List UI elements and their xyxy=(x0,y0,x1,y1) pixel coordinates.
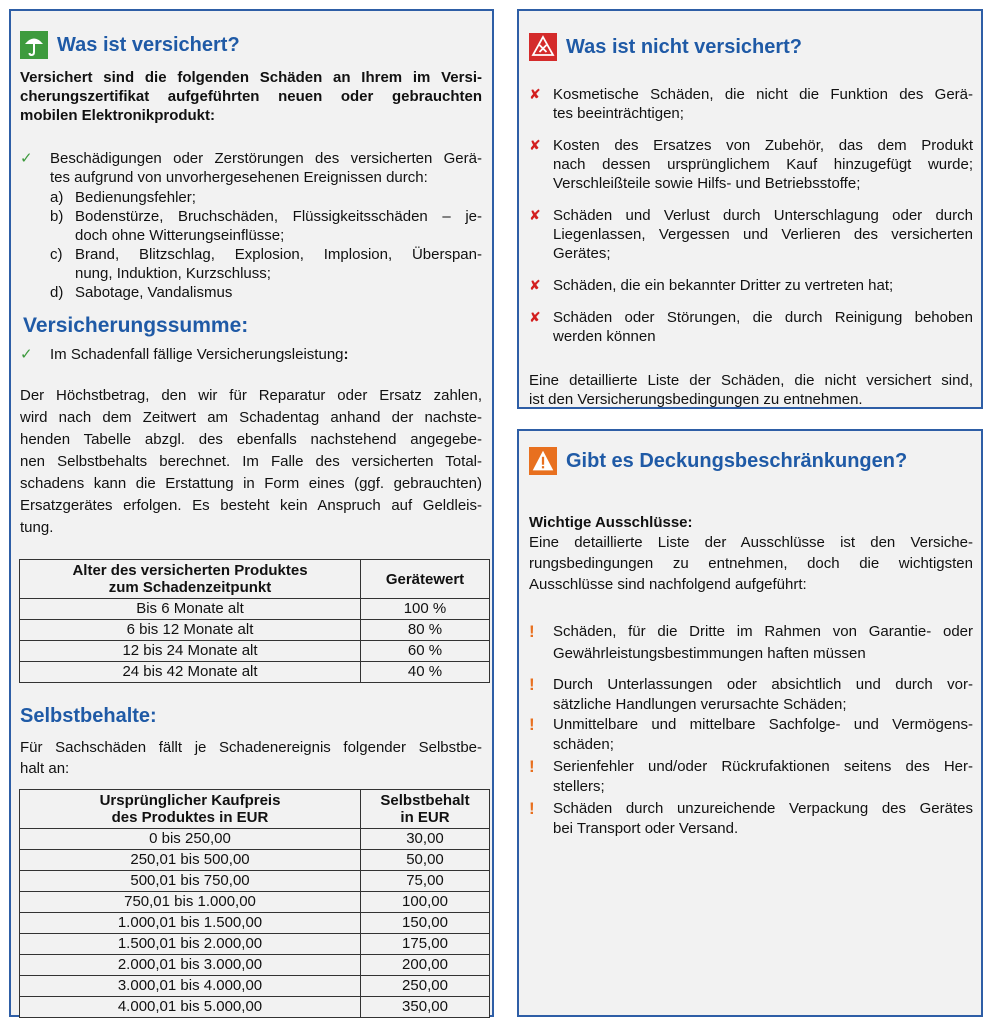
table-row xyxy=(20,934,490,955)
list-item xyxy=(529,675,973,715)
limits-panel xyxy=(517,429,983,1017)
header-line: in EUR xyxy=(400,809,450,826)
limits-subtitle: Wichtige Ausschlüsse: xyxy=(529,514,693,531)
deductible-cell: 250,00 xyxy=(361,976,490,997)
sub-line: Bodenstürze, Bruchschäden, Flüssigkeitsschäden – je- xyxy=(75,208,482,225)
list-item xyxy=(529,276,973,295)
item-line: bei Transport oder Versand. xyxy=(553,820,739,837)
item-line: Kosmetische Schäden, die nicht die Funktion des Gerä- xyxy=(553,86,973,103)
text-line: Für Sachschäden fällt je Schadenereignis folgender Selbstbe- xyxy=(20,739,482,756)
para-line: Der Höchstbetrag, den wir für Reparatur oder Ersatz zahlen, xyxy=(20,387,482,404)
list-item xyxy=(529,757,973,797)
age-header xyxy=(20,560,361,599)
not-insured-panel xyxy=(517,9,983,409)
sum-list xyxy=(20,345,482,364)
list-item xyxy=(529,715,973,755)
item-line: Schäden und Verlust durch Unterschlagung oder durch xyxy=(553,207,973,224)
table-row xyxy=(20,620,490,641)
insured-sublist xyxy=(50,188,482,302)
item-line: Gewährleistungsbestimmungen haften müssen xyxy=(553,645,866,662)
para-line: nen Selbstbehalts berechnet. Im Falle des versicherten Total- xyxy=(20,453,482,470)
footer-line: ist den Versicherungsbedingungen zu entnehmen. xyxy=(529,391,863,408)
deductible-text xyxy=(20,737,482,779)
table-row xyxy=(20,829,490,850)
item-line: Liegenlassen, Vergessen und Verlieren des versicherten xyxy=(553,226,973,243)
cross-icon: ✘ xyxy=(529,137,541,153)
sub-text: Sabotage, Vandalismus xyxy=(75,284,233,301)
item-line: werden können xyxy=(553,328,656,345)
price-cell: 1.500,01 bis 2.000,00 xyxy=(20,934,361,955)
sum-title: Versicherungssumme: xyxy=(23,314,249,337)
deductible-title: Selbstbehalte: xyxy=(20,705,157,727)
value-header: Gerätewert xyxy=(361,560,490,599)
intro-line: cherungszertifikat aufgeführten neuen oder gebrauchten xyxy=(20,88,482,105)
value-cell: 60 % xyxy=(361,641,490,662)
table-row xyxy=(20,976,490,997)
exclamation-icon: ! xyxy=(529,622,535,641)
sub-line: nung, Induktion, Kurzschluss; xyxy=(75,265,271,282)
header-line: Alter des versicherten Produktes xyxy=(72,562,308,579)
age-value-table xyxy=(19,559,490,683)
sum-item-text: Im Schadenfall fällige Versicherungsleistung xyxy=(50,346,344,363)
table-header-row xyxy=(20,790,490,829)
deductible-header xyxy=(20,705,157,728)
insured-intro xyxy=(20,68,482,125)
not-covered-icon xyxy=(529,33,557,61)
age-cell: 6 bis 12 Monate alt xyxy=(20,620,361,641)
not-insured-footer xyxy=(529,371,973,409)
price-cell: 500,01 bis 750,00 xyxy=(20,871,361,892)
para-line: henden Tabelle abzgl. des ebenfalls nachstehend angegebe- xyxy=(20,431,482,448)
limits-title: Gibt es Deckungsbeschränkungen? xyxy=(566,449,908,472)
intro-line: mobilen Elektronikprodukt: xyxy=(20,107,216,124)
value-cell: 40 % xyxy=(361,662,490,683)
check-icon: ✓ xyxy=(20,150,33,167)
item-line: Serienfehler und/oder Rückrufaktionen seitens des Her- xyxy=(553,758,973,775)
list-item xyxy=(529,308,973,346)
item-line: Schäden durch unzureichende Verpackung des Gerätes xyxy=(553,800,973,817)
limits-header xyxy=(529,447,907,475)
table-row xyxy=(20,662,490,683)
table-row xyxy=(20,641,490,662)
intro-line: rungsbedingungen zu entnehmen, doch die wichtigsten xyxy=(529,555,973,572)
table-row xyxy=(20,913,490,934)
item-line: tes beeinträchtigen; xyxy=(553,105,684,122)
item-line: Kosten des Ersatzes von Zubehör, das dem Produkt xyxy=(553,137,973,154)
para-line: schadens kann die Erstattung in Form eines (ggf. gebrauchten) xyxy=(20,475,482,492)
limits-list xyxy=(529,621,973,839)
sub-item xyxy=(50,188,482,207)
table-row xyxy=(20,997,490,1018)
item-line: schäden; xyxy=(553,736,614,753)
sub-text xyxy=(75,245,482,283)
deductible-cell: 150,00 xyxy=(361,913,490,934)
footer-line: Eine detaillierte Liste der Schäden, die nicht versichert sind, xyxy=(529,372,973,389)
cross-icon: ✘ xyxy=(529,309,541,325)
sub-line: Brand, Blitzschlag, Explosion, Implosion, Überspan- xyxy=(75,246,482,263)
item-line: nach dessen ursprünglichem Kauf hinzugefügt wurde; xyxy=(553,156,973,173)
insured-panel xyxy=(9,9,494,1017)
deductible-cell: 75,00 xyxy=(361,871,490,892)
sub-label: a) xyxy=(50,189,64,206)
list-item xyxy=(529,136,973,193)
list-item xyxy=(20,149,482,187)
sum-header xyxy=(23,314,248,338)
sub-line: doch ohne Witterungseinflüsse; xyxy=(75,227,285,244)
list-item xyxy=(529,621,973,665)
para-line: wird nach dem Zeitwert am Schadentag anhand der nachste- xyxy=(20,409,482,426)
table-row xyxy=(20,955,490,976)
umbrella-icon xyxy=(20,31,48,59)
list-item xyxy=(20,345,482,364)
price-cell: 2.000,01 bis 3.000,00 xyxy=(20,955,361,976)
sub-item xyxy=(50,283,482,302)
not-insured-header xyxy=(529,33,802,61)
exclamation-icon: ! xyxy=(529,675,535,694)
sum-paragraph xyxy=(20,385,482,539)
deductible-cell: 100,00 xyxy=(361,892,490,913)
table-row xyxy=(20,599,490,620)
table-row xyxy=(20,892,490,913)
age-cell: 12 bis 24 Monate alt xyxy=(20,641,361,662)
age-cell: 24 bis 42 Monate alt xyxy=(20,662,361,683)
intro-line: Eine detaillierte Liste der Ausschlüsse ist den Versiche- xyxy=(529,534,973,551)
not-insured-title: Was ist nicht versichert? xyxy=(566,35,802,58)
insured-header xyxy=(20,31,240,59)
value-cell: 80 % xyxy=(361,620,490,641)
item-line: Verschleißteile sowie Hilfs- und Betriebsstoffe; xyxy=(553,175,861,192)
list-item xyxy=(529,85,973,123)
deductible-table xyxy=(19,789,490,1018)
item-line: tes aufgrund von unvorhergesehenen Ereignissen durch: xyxy=(50,169,428,186)
not-insured-list xyxy=(529,85,973,346)
deductible-cell: 200,00 xyxy=(361,955,490,976)
item-line: sätzliche Handlungen verursachte Schäden; xyxy=(553,696,847,713)
price-cell: 750,01 bis 1.000,00 xyxy=(20,892,361,913)
cross-icon: ✘ xyxy=(529,277,541,293)
item-line: Schäden, für die Dritte im Rahmen von Garantie- oder xyxy=(553,623,973,640)
value-cell: 100 % xyxy=(361,599,490,620)
item-line: Schäden oder Störungen, die durch Reinigung behoben xyxy=(553,309,973,326)
exclamation-icon: ! xyxy=(529,715,535,734)
price-cell: 250,01 bis 500,00 xyxy=(20,850,361,871)
insured-list xyxy=(20,149,482,187)
item-line: Durch Unterlassungen oder absichtlich und durch vor- xyxy=(553,676,973,693)
price-cell: 0 bis 250,00 xyxy=(20,829,361,850)
sub-text: Bedienungsfehler; xyxy=(75,189,196,206)
intro-line: Ausschlüsse sind nachfolgend aufgeführt: xyxy=(529,576,807,593)
sub-item xyxy=(50,207,482,245)
sub-text xyxy=(75,207,482,245)
sub-label: b) xyxy=(50,208,64,225)
intro-line: Versichert sind die folgenden Schäden an Ihrem im Versi- xyxy=(20,69,482,86)
item-line: stellers; xyxy=(553,778,605,795)
para-line: tung. xyxy=(20,519,54,536)
deductible-cell: 350,00 xyxy=(361,997,490,1018)
header-line: zum Schadenzeitpunkt xyxy=(108,579,272,596)
price-cell: 4.000,01 bis 5.000,00 xyxy=(20,997,361,1018)
item-line: Beschädigungen oder Zerstörungen des versicherten Gerä- xyxy=(50,150,482,167)
table-row xyxy=(20,871,490,892)
exclamation-icon: ! xyxy=(529,757,535,776)
list-item xyxy=(529,206,973,263)
deductible-cell: 50,00 xyxy=(361,850,490,871)
price-header xyxy=(20,790,361,829)
warning-icon xyxy=(529,447,557,475)
limits-intro xyxy=(529,532,973,595)
item-line: Schäden, die ein bekannter Dritter zu vertreten hat; xyxy=(553,277,894,294)
header-line: Ursprünglicher Kaufpreis xyxy=(99,792,281,809)
cross-icon: ✘ xyxy=(529,207,541,223)
exclamation-icon: ! xyxy=(529,799,535,818)
deductible-cell: 30,00 xyxy=(361,829,490,850)
deductible-header-cell xyxy=(361,790,490,829)
text-line: halt an: xyxy=(20,760,70,777)
header-line: Selbstbehalt xyxy=(380,792,470,809)
list-item xyxy=(529,799,973,839)
table-row xyxy=(20,850,490,871)
header-line: des Produktes in EUR xyxy=(111,809,269,826)
table-header-row xyxy=(20,560,490,599)
item-line: Gerätes; xyxy=(553,245,611,262)
cross-icon: ✘ xyxy=(529,86,541,102)
sub-item xyxy=(50,245,482,283)
age-cell: Bis 6 Monate alt xyxy=(20,599,361,620)
sub-label: d) xyxy=(50,284,64,301)
sub-label: c) xyxy=(50,246,63,263)
price-cell: 3.000,01 bis 4.000,00 xyxy=(20,976,361,997)
price-cell: 1.000,01 bis 1.500,00 xyxy=(20,913,361,934)
check-icon: ✓ xyxy=(20,346,33,363)
item-line: Unmittelbare und mittelbare Sachfolge- und Vermögens- xyxy=(553,716,973,733)
deductible-cell: 175,00 xyxy=(361,934,490,955)
para-line: Ersatzgerätes erfolgen. Es besteht kein Anspruch auf Geldleis- xyxy=(20,497,482,514)
insured-title: Was ist versichert? xyxy=(57,33,240,56)
sum-item-colon: : xyxy=(343,346,349,363)
